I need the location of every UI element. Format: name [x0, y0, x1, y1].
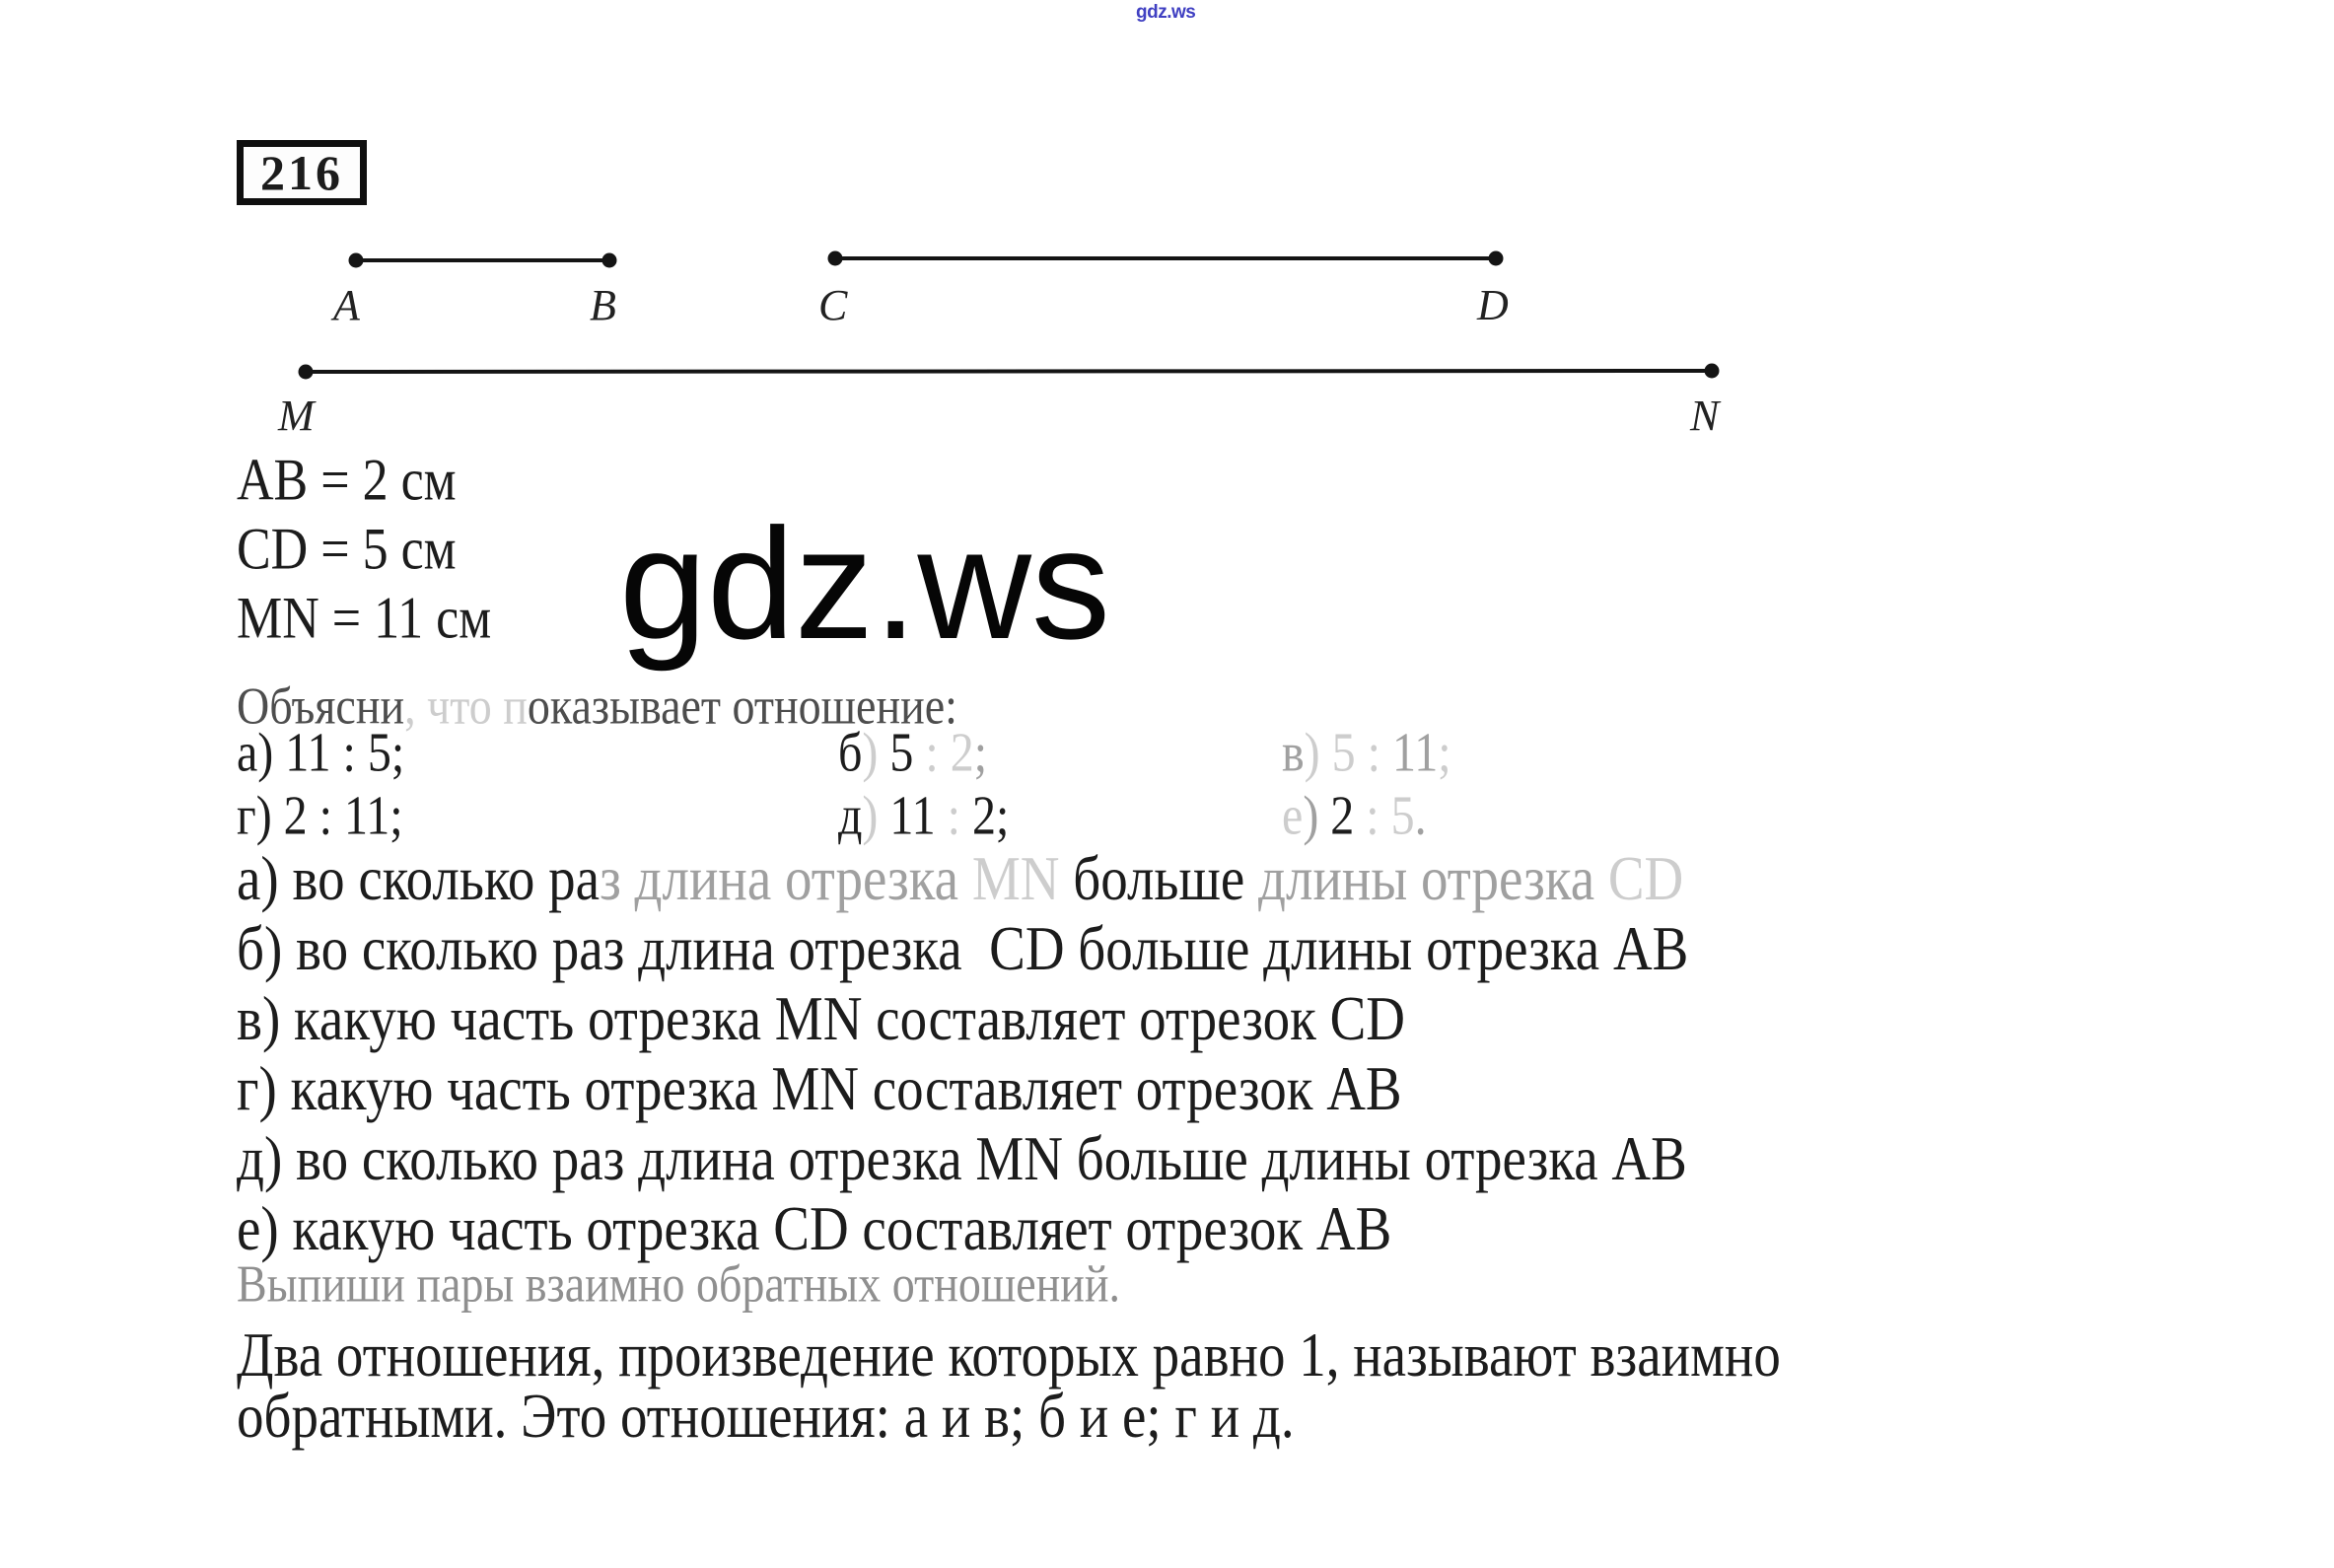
ratio-item-v: в ) 5 : 11 ; [1282, 722, 1451, 783]
point-n-dot [1705, 364, 1720, 379]
measurement-ab: AB = 2 см [237, 447, 457, 514]
problem-number-badge [237, 140, 367, 205]
point-c-dot [828, 251, 843, 266]
point-b-label: B [590, 281, 616, 329]
answer-line-g: г) какую часть отрезка MN составляет отрезок AB [237, 1053, 1402, 1123]
conclusion-line-1: Два отношения, произведение которых равно 1, называют взаимно [237, 1319, 1781, 1390]
answer-line-a: а) во сколько ра з длина отрезка MN больше длины отрезка CD [237, 843, 1684, 913]
point-b-dot [602, 253, 617, 268]
point-d-dot [1489, 251, 1504, 266]
answer-line-v: в) какую часть отрезка MN составляет отрезок CD [237, 983, 1406, 1053]
answer-line-e: е) какую часть отрезка CD составляет отрезок AB [237, 1193, 1392, 1263]
ratio-item-b: б ) 5 : 2 ; [838, 722, 988, 783]
prompt-heading: Объясни , что п оказывает отношение: [237, 676, 957, 735]
segment-mn-line [306, 371, 1712, 372]
point-m-label: M [278, 392, 315, 440]
site-watermark-large: gdz.ws [619, 495, 1110, 672]
answers-block [237, 843, 1688, 1263]
ratio-item-e: е ) 2 : 5 . [1282, 785, 1427, 846]
measurement-cd: CD = 5 см [237, 516, 457, 583]
point-c-label: C [818, 281, 848, 329]
ratio-item-d: д ) 11 : 2; [838, 785, 1010, 846]
point-m-dot [299, 365, 314, 380]
instruction-line: Выпиши пары взаимно обратных отношений. [237, 1253, 1121, 1313]
segments-diagram [276, 237, 1755, 454]
problem-number: 216 [260, 145, 343, 200]
conclusion-line-2: обратными. Это отношения: а и в; б и е; г и д. [237, 1380, 1295, 1451]
point-d-label: D [1477, 281, 1509, 329]
ratio-item-a: а) 11 : 5; [237, 722, 405, 783]
point-a-dot [349, 253, 364, 268]
ratio-item-g: г) 2 : 11; [237, 785, 403, 846]
measurement-mn: MN = 11 см [237, 585, 492, 652]
conclusion-block [237, 1319, 1781, 1451]
measurements-block [237, 446, 491, 653]
answer-line-b: б) во сколько раз длина отрезка CD больше длины отрезка AB [237, 913, 1689, 983]
answer-line-d: д) во сколько раз длина отрезка MN больше длины отрезка AB [237, 1123, 1687, 1193]
point-a-label: A [333, 281, 360, 329]
point-n-label: N [1690, 392, 1720, 440]
site-watermark-top: gdz.ws [1136, 2, 1196, 23]
